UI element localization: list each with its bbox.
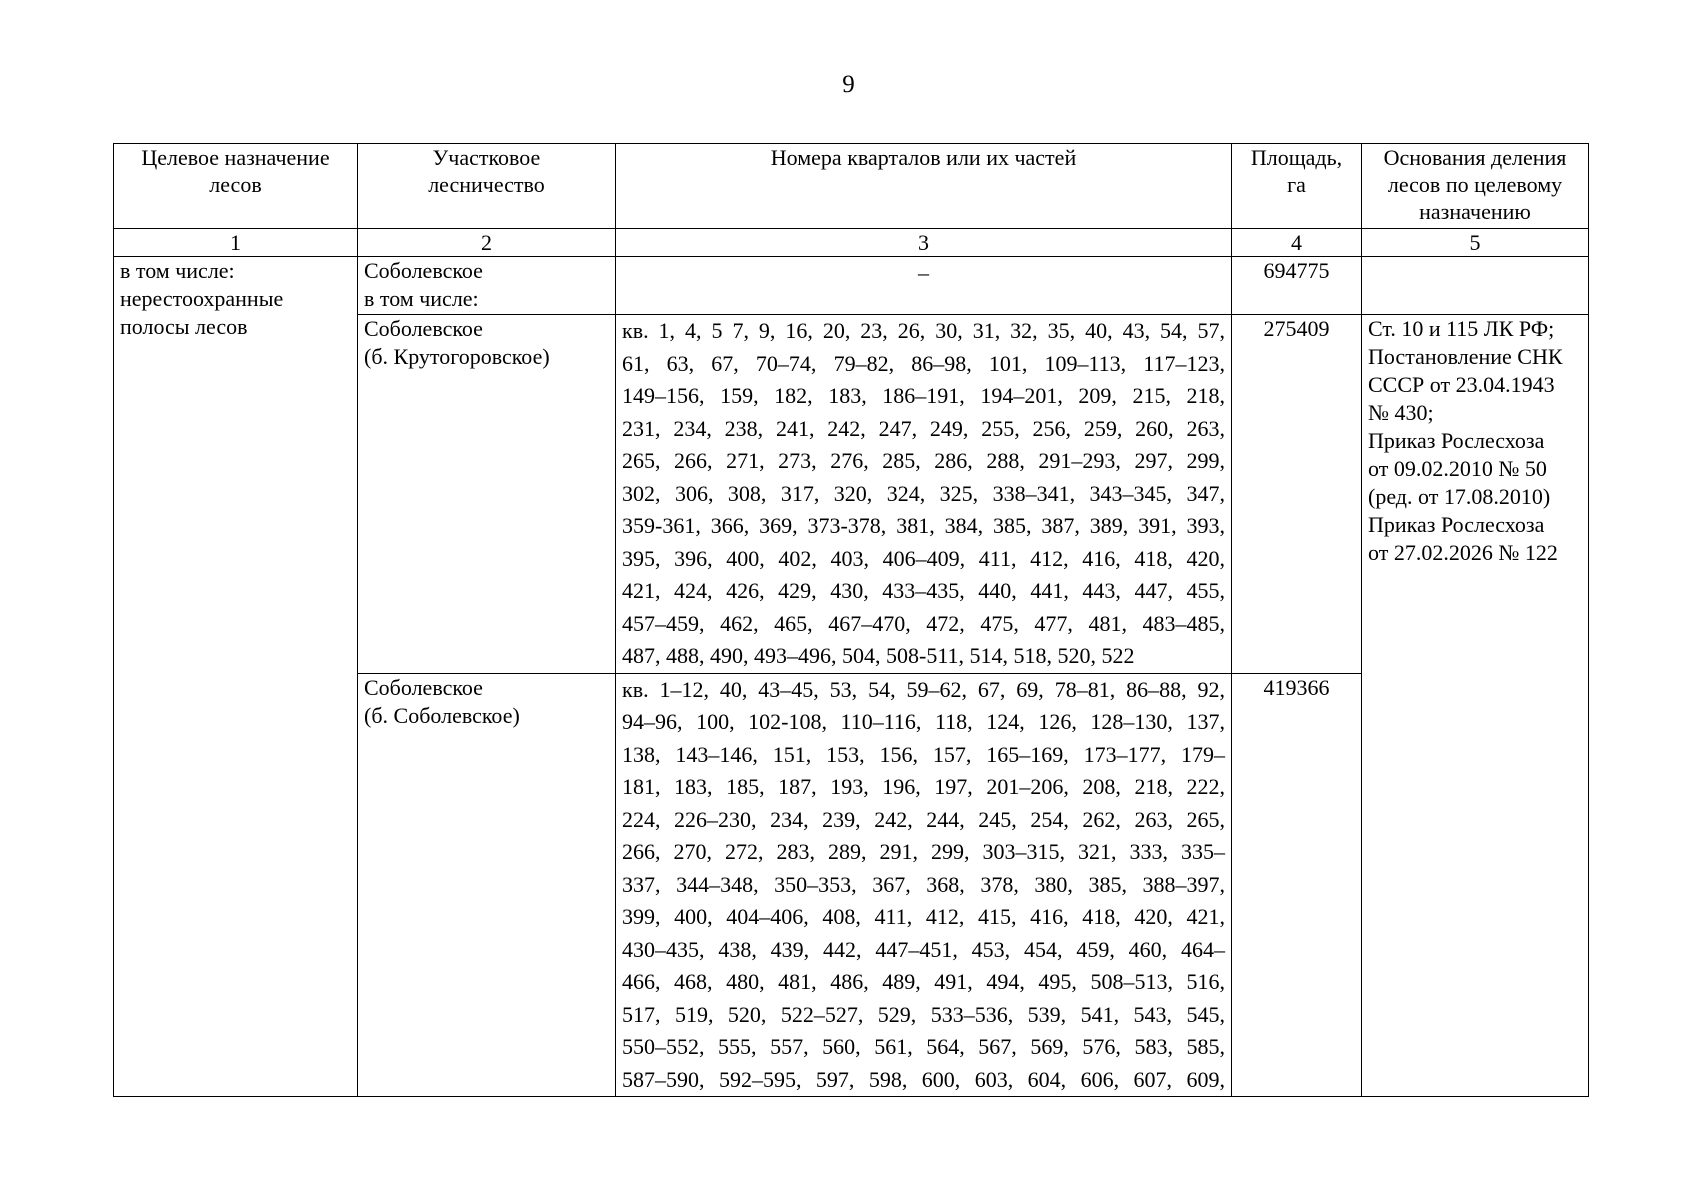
purpose-cell: в том числе: нерестоохранные полосы лесов bbox=[114, 257, 358, 1097]
forestry-cell: Соболевское (б. Соболевское) bbox=[358, 673, 616, 1097]
table-row bbox=[114, 257, 1589, 315]
column-number-row bbox=[114, 229, 1589, 257]
header-quarters: Номера кварталов или их частей bbox=[616, 144, 1232, 229]
quarters-cell: кв. 1–12, 40, 43–45, 53, 54, 59–62, 67, 69, 78–81, 86–88, 92, 94–96, 100, 102-108, 110–116, 118, 124, 126, 128–130, 137, 138, 143–146, 151, 153, 156, 157, 165–169, 173–177, 179– 181, 183, 185, 187, 193, 196, 197, 201–206, 208, 218, 222, 224, 226–230, 234, 239, 242, 244, 245, 254, 262, 263, 265, 266, 270, 272, 283, 289, 291, 299, 303–315, 321, 333, 335– 337, 344–348, 350–353, 367, 368, 378, 380, 385, 388–397, 399, 400, 404–406, 408, 411, 412, 415, 416, 418, 420, 421, 430–435, 438, 439, 442, 447–451, 453, 454, 459, 460, 464– 466, 468, 480, 481, 486, 489, 491, 494, 495, 508–513, 516, 517, 519, 520, 522–527, 529, 533–536, 539, 541, 543, 545, 550–552, 555, 557, 560, 561, 564, 567, 569, 576, 583, 585, 587–590, 592–595, 597, 598, 600, 603, 604, 606, 607, 609, bbox=[616, 673, 1232, 1097]
column-number-5: 5 bbox=[1362, 229, 1589, 257]
page-number: 9 bbox=[842, 71, 855, 98]
column-number-1: 1 bbox=[114, 229, 358, 257]
area-cell: 419366 bbox=[1232, 673, 1362, 1097]
forestry-cell: Соболевское в том числе: bbox=[358, 257, 616, 315]
area-cell: 275409 bbox=[1232, 315, 1362, 674]
header-forestry: Участковое лесничество bbox=[358, 144, 616, 229]
column-number-3: 3 bbox=[616, 229, 1232, 257]
header-area: Площадь, га bbox=[1232, 144, 1362, 229]
header-row bbox=[114, 144, 1589, 229]
header-purpose: Целевое назначение лесов bbox=[114, 144, 358, 229]
column-number-2: 2 bbox=[358, 229, 616, 257]
forestry-cell: Соболевское (б. Крутогоровское) bbox=[358, 315, 616, 674]
basis-cell: Ст. 10 и 115 ЛК РФ; Постановление СНК СССР от 23.04.1943 № 430; Приказ Рослесхоза от 09.02.2010 № 50 (ред. от 17.08.2010) Приказ Рослесхоза от 27.02.2026 № 122 bbox=[1362, 315, 1589, 1097]
column-number-4: 4 bbox=[1232, 229, 1362, 257]
forest-purpose-table bbox=[113, 143, 1589, 1097]
basis-cell-empty bbox=[1362, 257, 1589, 315]
header-basis: Основания деления лесов по целевому назначению bbox=[1362, 144, 1589, 229]
quarters-cell: – bbox=[616, 257, 1232, 315]
area-cell: 694775 bbox=[1232, 257, 1362, 315]
quarters-cell: кв. 1, 4, 5 7, 9, 16, 20, 23, 26, 30, 31, 32, 35, 40, 43, 54, 57, 61, 63, 67, 70–74, 79–82, 86–98, 101, 109–113, 117–123, 149–156, 159, 182, 183, 186–191, 194–201, 209, 215, 218, 231, 234, 238, 241, 242, 247, 249, 255, 256, 259, 260, 263, 265, 266, 271, 273, 276, 285, 286, 288, 291–293, 297, 299, 302, 306, 308, 317, 320, 324, 325, 338–341, 343–345, 347, 359-361, 366, 369, 373-378, 381, 384, 385, 387, 389, 391, 393, 395, 396, 400, 402, 403, 406–409, 411, 412, 416, 418, 420, 421, 424, 426, 429, 430, 433–435, 440, 441, 443, 447, 455, 457–459, 462, 465, 467–470, 472, 475, 477, 481, 483–485, 487, 488, 490, 493–496, 504, 508-511, 514, 518, 520, 522 bbox=[616, 315, 1232, 674]
